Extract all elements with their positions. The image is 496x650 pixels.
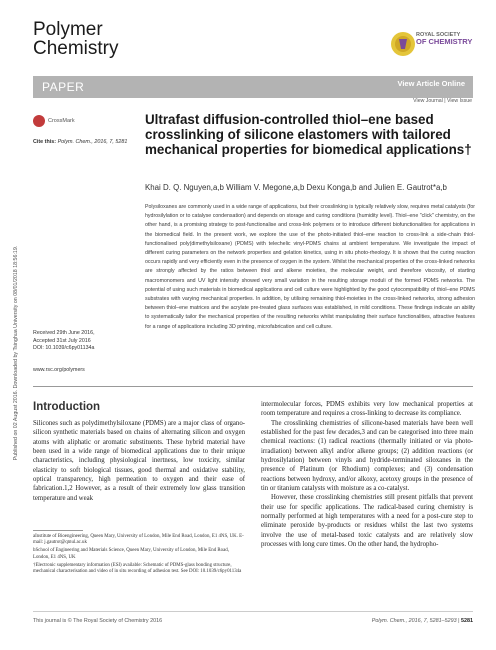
- footer-copyright: This journal is © The Royal Society of Chemistry 2016: [33, 618, 163, 624]
- publisher-wordmark: ROYAL SOCIETY OF CHEMISTRY: [416, 32, 473, 46]
- view-article-online-link[interactable]: View Article Online: [397, 79, 465, 88]
- author-list: Khai D. Q. Nguyen,a,b William V. Megone,a,b Dexu Konga,b and Julien E. Gautrot*a,b: [145, 183, 447, 192]
- article-title: Ultrafast diffusion-controlled thiol–ene based crosslinking of silicone elastomers with tailored mechanical properties for biomedical applications†: [145, 112, 472, 157]
- footnote-affiliation-b: bSchool of Engineering and Materials Science, Queen Mary, University of London, Mile End Road, London, E1 4NS, UK: [33, 548, 229, 560]
- introduction-heading: Introduction: [33, 401, 101, 413]
- footnote-esi: †Electronic supplementary information (ESI) available: Schematic of PDMS-glass bonding structure, mechanical characterisation and video of in situ recording of adhesion test. See DOI: 10.1039/c6py01134a: [33, 562, 242, 575]
- crossmark-icon: [33, 115, 45, 127]
- section-divider: [33, 386, 473, 387]
- publication-sidebar: Published on 02 August 2016. Downloaded by Tsinghua University on 08/01/2018 18:56:19.: [13, 245, 19, 461]
- crossmark-badge[interactable]: CrossMark: [33, 113, 83, 131]
- section-band: [33, 76, 473, 98]
- citation: Cite this: Polym. Chem., 2016, 7, 5281: [33, 139, 128, 145]
- footnotes: [33, 534, 245, 577]
- section-label: PAPER: [42, 80, 85, 94]
- page-number: 5281: [461, 618, 473, 624]
- view-journal-issue-links[interactable]: View Journal | View Issue: [413, 98, 472, 104]
- journal-name: Polymer Chemistry: [33, 19, 119, 59]
- footer-rule: [33, 611, 473, 612]
- article-dates: Received 29th June 2016, Accepted 31st July 2016 DOI: 10.1039/c6py01134a: [33, 330, 135, 353]
- footer-page-ref: Polym. Chem., 2016, 7, 5281–5293 | 5281: [371, 618, 473, 624]
- abstract: Polysiloxanes are commonly used in a wide range of applications, but their crosslinking is typically relatively slow, requires metal catalysts (for hydrosilylation or to catalyse condensation) and depends on storage and curing conditions (humidity level). Thiol–ene "click" chemistry, on the other hand, is a promising strategy to post-functionalise and cross-link polymers or to introduce different biofunctionalities for applications in the biomedical field. In the present work, we explore the use of the photo-initiated thiol–ene reaction to cross-link a side-chain thiol-functionalised poly(dimethylsiloxane) (PDMS) with telechelic vinyl-PDMS chains at ambient temperature. We investigate the impact of different curing parameters on the network properties and gelation kinetics, using in situ photo-rheology. It is shown that the curing reaction occurs rapidly and very efficiently even in the presence of oxygen in the system. Whilst the mechanical properties of the cross-linked networks are strongly affected by the ratios between thiol and alkene moieties, the molecular weight, and therefore viscosity, of starting macromonomers and UV light intensity showed very small variation in the resulting storage moduli of the formed PDMS networks. The potential of using such materials in biomedical applications and cell culture were highlighted by the good cytocompatibility of thiol–ene PDMS substrates with varying mechanical properties. In addition, by utilising remaining thiol-moieties in the cross-linked networks, strong adhesion between thiol–ene matrices and the acrylate pre-treated glass surfaces was established, in mild conditions. These findings indicate an ability to systematically tailor the mechanical properties of the resulting networks whilst manipulating their surface functionalities, attractive features for a range of applications including 3D printing, microfabrication and cell culture.: [145, 204, 475, 330]
- footnote-affiliation-a: aInstitute of Bioengineering, Queen Mary, University of London, Mile End Road, London, E1 4NS, UK. E-mail: j.gautrot@qmul.ac.uk: [33, 534, 244, 546]
- journal-website-link[interactable]: www.rsc.org/polymers: [33, 367, 85, 373]
- body-column-right: intermolecular forces, PDMS exhibits very low mechanical properties at room temperature and requires a cross-linking to decrease its compliance. The crosslinking chemistries of silicone-based materials have been well established for the past few decades,3 and can be categorised into three main chemical reactions: (1) radical reactions (thermally initiated or via photo-irradiation) between alkyl and/or alkene groups; (2) addition reactions (or hydrosilylation) between vinyls and hydride-terminated siloxanes in the presence of Platinum (or Rhodium) complexes; and (3) condensation reactions between hydroxy, and/or alkoxy, acetoxy groups in the presence of tin or titanium catalysts with moisture as a co-catalyst. However, these crosslinking chemistries still present pitfalls that prevent their use for specific applications. The radical-based curing chemistry is normally performed at high temperatures with a need for a post-cure step to eliminate peroxide by-products or residues whilst the last two systems involve the use of metal-based toxic catalysts and are relatively slow processes with long cure times. On the other hand, the hydropho-: [261, 401, 473, 549]
- doi-link[interactable]: DOI: 10.1039/c6py01134a: [33, 345, 95, 351]
- body-column-left: Silicones such as polydimethylsiloxane (PDMS) are a major class of organo-silicon synthetic materials based on chains of alternating silicon and oxygen atoms with aliphatic or aromatic substituents. These hybrid material have been used in a wide range of biomedical applications due to their unique characteristics, including physiological inertness, low toxicity, similar elasticity to soft biological tissues, good thermal and oxidative stability, optical transparency, high permeation to oxygen and their ease of fabrication.1,2 However, as a result of their extremely low glass transition temperature and weak: [33, 420, 245, 502]
- footnote-rule: [33, 530, 83, 531]
